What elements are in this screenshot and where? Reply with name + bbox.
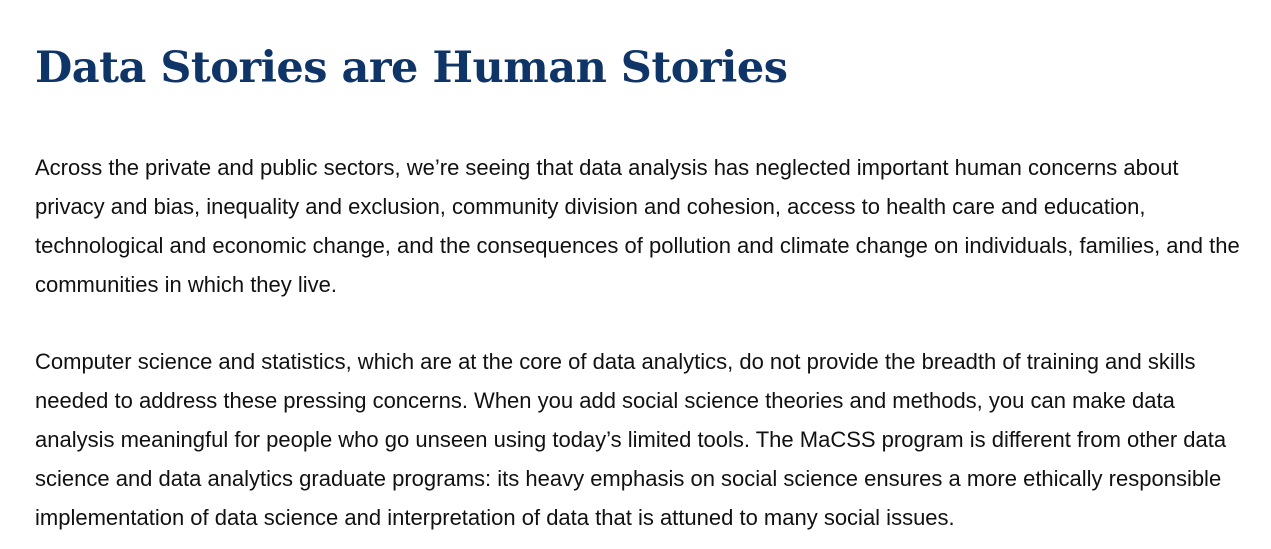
program-paragraph: Computer science and statistics, which are at the core of data analytics, do not provide the breadth of training and skills needed to address these pressing concerns. When you add social science theories and methods, you can make data analysis meaningful for people who go unseen using today’s limited tools. The MaCSS program is different from other data science and data analytics graduate programs: its heavy emphasis on social science ensures a more ethically responsible implementation of data science and interpretation of data that is attuned to many social issues. [35, 349, 1227, 530]
intro-paragraph: Across the private and public sectors, we’re seeing that data analysis has neglected important human concerns about privacy and bias, inequality and exclusion, community division and cohesion, access to health care and education, technological and economic change, and the consequences of pollution and climate change on individuals, families, and the communities in which they live. [35, 155, 1240, 297]
page-title: Data Stories are Human Stories [35, 43, 788, 93]
